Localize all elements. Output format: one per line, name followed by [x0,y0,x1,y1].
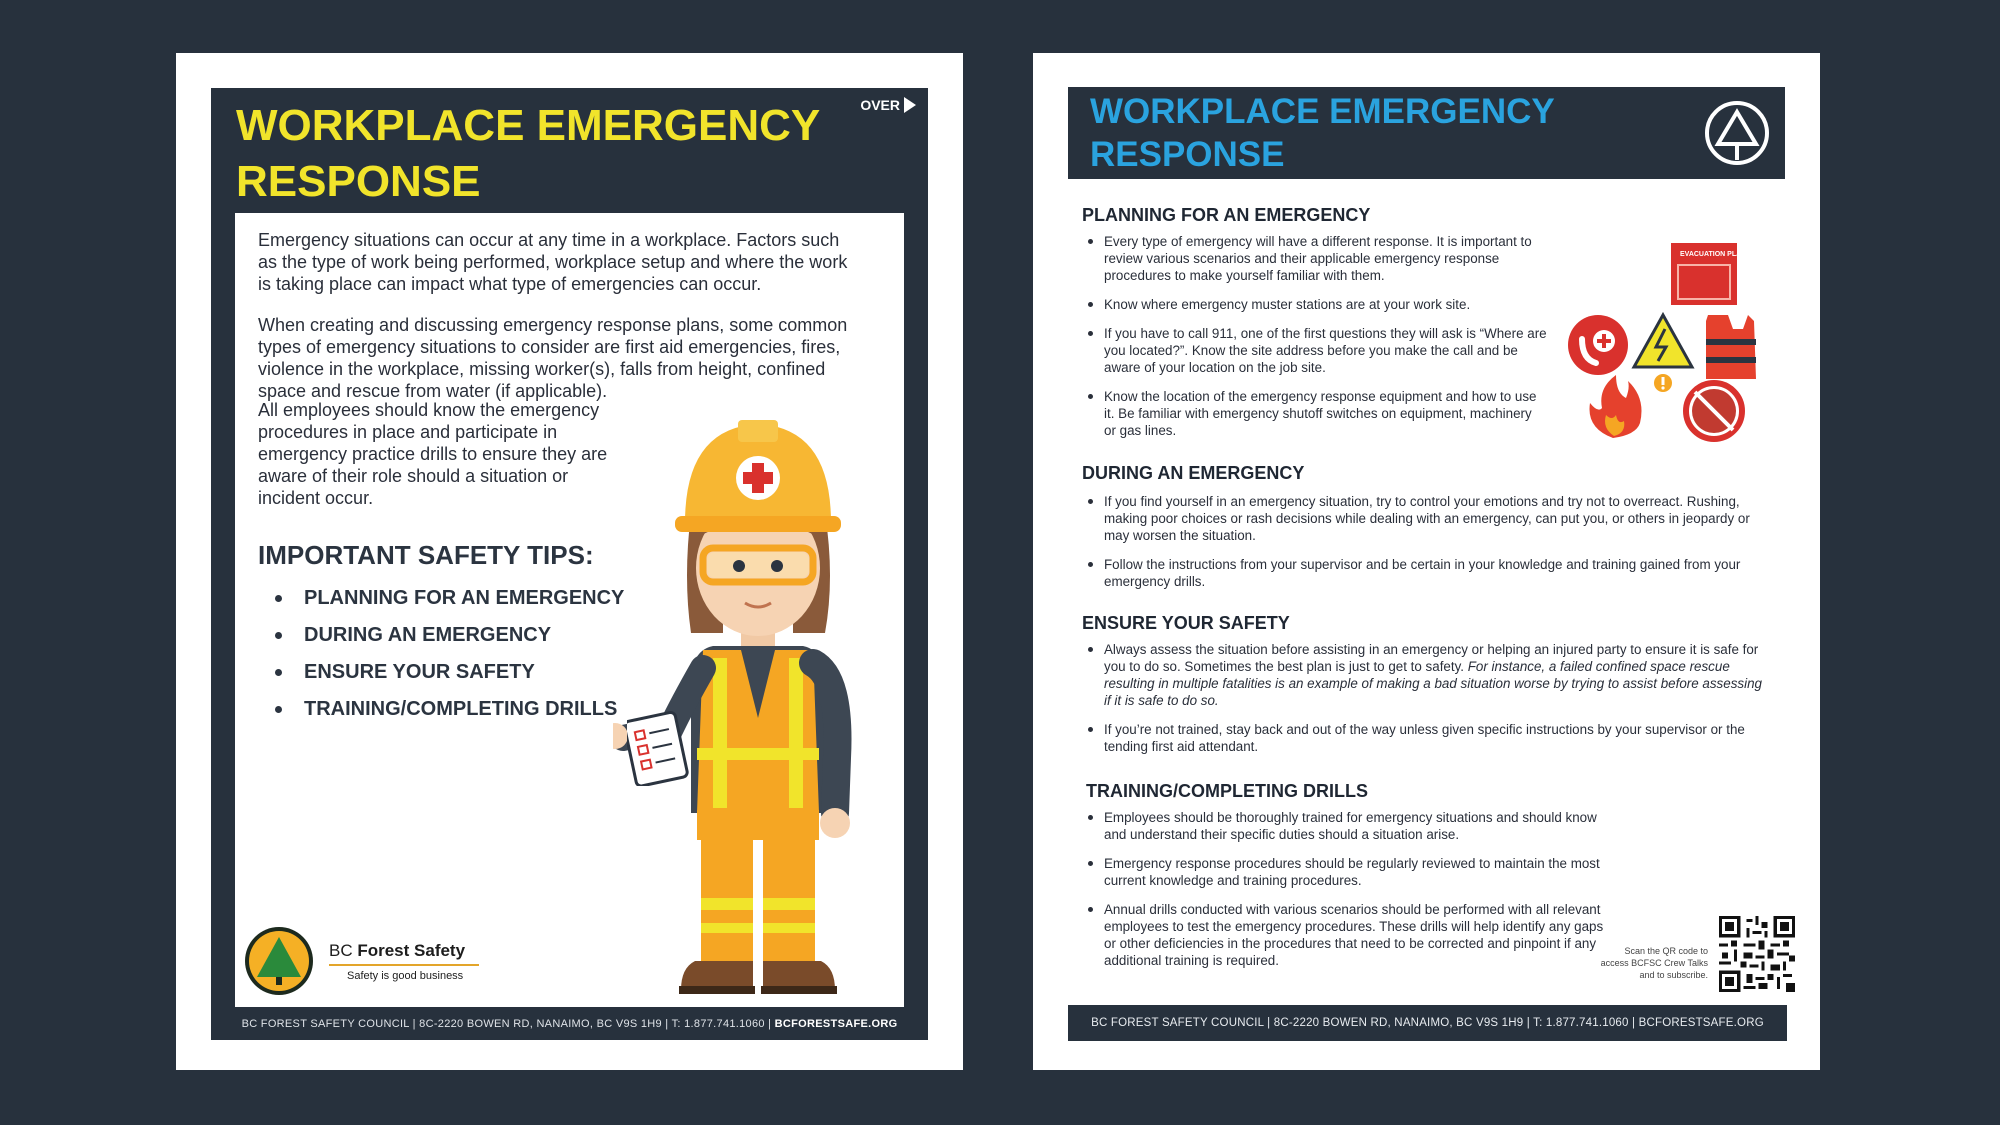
play-arrow-icon [904,97,916,113]
tip-item [258,654,624,691]
front-title [236,98,820,210]
front-page [176,53,963,1070]
logo-text [329,941,479,982]
bullet-icon [275,669,282,676]
ensure-safety-list [1087,641,1762,767]
back-header [1068,87,1785,179]
list-item: Employees should be thoroughly trained for emergency situations and should know and understand their specific duties should a situation arise. [1087,809,1607,843]
back-page [1033,53,1820,1070]
types-paragraph: When creating and discussing emergency response plans, some common types of emergency situations to consider are first aid emergencies, fires, violence in the workplace, missing worker(s), falls from height, confined space and rescue from water (if applicable). [258,315,848,401]
logo-name [329,941,479,961]
no-entry-prohibited-icon [1686,383,1742,439]
training-list [1087,809,1607,981]
tip-item [258,617,624,654]
procedures-paragraph: All employees should know the emergency procedures in place and participate in emergency practice drills to ensure they are aware of their role should a situation or incident occur. [258,400,608,508]
triangle-circle-logo-icon [1704,100,1770,166]
back-title-line2: RESPONSE [1090,135,1285,174]
front-panel [211,88,928,1040]
logo-tagline: Safety is good business [347,969,464,982]
emergency-call-icon [1568,315,1628,375]
list-item: Every type of emergency will have a different response. It is important to review various scenarios and their applicable emergency response procedures to make yourself familiar with them. [1087,233,1547,284]
section-heading-training: TRAINING/COMPLETING DRILLS [1086,781,1368,801]
list-item-text: Always assess the situation before assisting in an emergency or helping an injured party to ensure it is safe for you to do so. Sometimes the best plan is just to get to safety. [1104,642,1759,674]
front-title-line2: RESPONSE [236,157,481,206]
front-title-line1: WORKPLACE EMERGENCY [236,101,821,150]
section-heading-during: DURING AN EMERGENCY [1082,463,1305,483]
life-jacket-icon [1706,315,1756,379]
bullet-icon [275,595,282,602]
tip-label: DURING AN EMERGENCY [304,624,552,646]
logo-name-light: BC [329,940,358,960]
electrical-hazard-icon [1634,315,1692,367]
emergency-icons-group [1568,243,1758,443]
clipboard-checklist-icon [627,710,691,786]
front-footer-address: BC FOREST SAFETY COUNCIL | 8C-2220 BOWEN RD, NANAIMO, BC V9S 1H9 | T: 1.877.741.1060 | [241,1018,775,1030]
fire-icon [1589,375,1641,438]
tip-item [258,580,624,617]
tip-label: TRAINING/COMPLETING DRILLS [304,698,618,720]
evac-sign-text: EVACUATION PLAN [1680,251,1747,258]
section-heading-planning: PLANNING FOR AN EMERGENCY [1082,205,1371,225]
back-footer: BC FOREST SAFETY COUNCIL | 8C-2220 BOWEN RD, NANAIMO, BC V9S 1H9 | T: 1.877.741.1060 | BCFORESTSAFE.ORG [1068,1005,1787,1041]
tip-label: ENSURE YOUR SAFETY [304,661,535,683]
tip-item [258,691,624,728]
tip-label: PLANNING FOR AN EMERGENCY [304,587,625,609]
front-footer-site: BCFORESTSAFE.ORG [774,1018,898,1030]
logo-name-bold: Forest Safety [357,940,466,960]
over-label: OVER [860,97,900,113]
list-item: If you have to call 911, one of the first questions they will ask is “Where are you located?”. Know the site address before you make the call and be aware of your location on the job site. [1087,325,1547,376]
warning-alert-icon [1654,374,1672,392]
bullet-icon [275,706,282,713]
list-item: Know where emergency muster stations are at your work site. [1087,296,1547,313]
front-content [235,213,904,1007]
evacuation-plan-icon [1671,243,1746,305]
list-item: If you’re not trained, stay back and out of the way unless given specific instructions by your supervisor or the tending first aid attendant. [1087,721,1762,755]
logo-divider [329,964,479,966]
during-list [1087,493,1762,602]
over-indicator [860,97,916,113]
italic-example-note: For instance, a failed confined space rescue resulting in multiple fatalities is an example of making a bad situation worse by trying to assist before assessing if it is safe to do so. [1104,659,1762,708]
qr-code-icon[interactable] [1719,916,1795,992]
qr-caption: Scan the QR code to access BCFSC Crew Talks and to subscribe. [1600,946,1708,980]
section-heading-ensure-safety: ENSURE YOUR SAFETY [1082,613,1290,633]
tips-list [258,580,624,728]
tree-emblem-icon [243,925,315,997]
intro-paragraph: Emergency situations can occur at any time in a workplace. Factors such as the type of work being performed, workplace setup and where the work is taking place can impact what type of emergencies can occur. [258,230,848,294]
list-item: Follow the instructions from your supervisor and be certain in your knowledge and training gained from your emergency drills. [1087,556,1762,590]
list-item [1087,641,1762,709]
front-footer [211,1018,928,1030]
list-item: Annual drills conducted with various scenarios should be performed with all relevant employees to test the emergency procedures. These drills will help identify any gaps or other deficiencies in the procedures that need to be corrected and pinpoint if any additional training is required. [1087,901,1604,969]
list-item: If you find yourself in an emergency situation, try to control your emotions and try not to overreact. Rushing, making poor choices or rash decisions while dealing with an emergency, can put you, or others in jeopardy or may worsen the situation. [1087,493,1762,544]
back-title-line1: WORKPLACE EMERGENCY [1090,92,1555,131]
planning-list [1087,233,1547,451]
tips-heading: IMPORTANT SAFETY TIPS: [258,540,594,570]
bcfsc-logo [243,925,479,997]
list-item: Know the location of the emergency response equipment and how to use it. Be familiar with emergency shutoff switches on equipment, machinery or gas lines. [1087,388,1547,439]
bullet-icon [275,632,282,639]
list-item: Emergency response procedures should be regularly reviewed to maintain the most current knowledge and training procedures. [1087,855,1607,889]
back-title [1090,90,1555,176]
